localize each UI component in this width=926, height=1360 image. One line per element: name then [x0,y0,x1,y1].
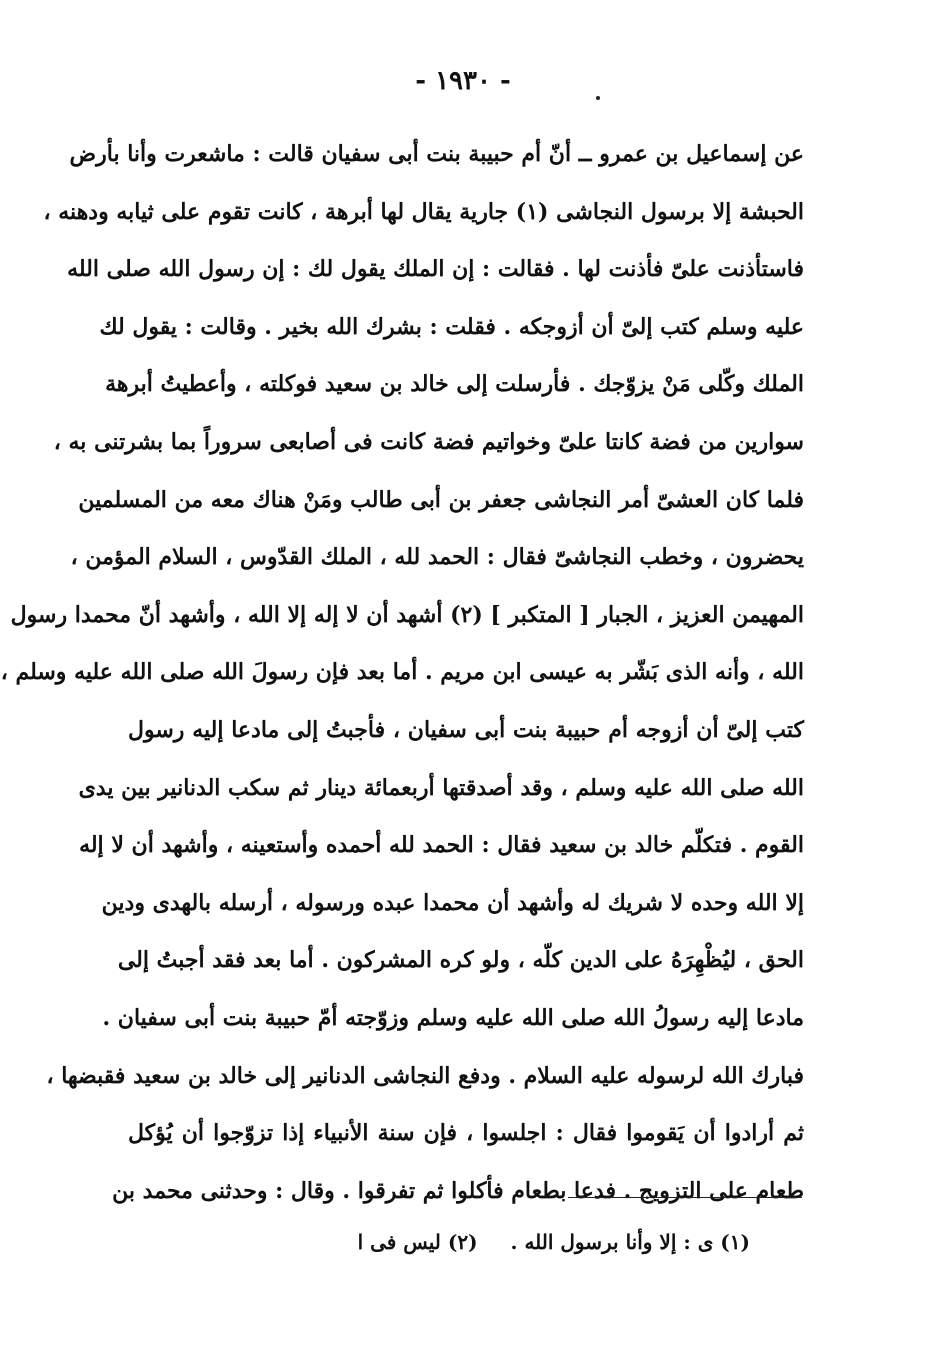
text-line: ثم أرادوا أن يَقوموا فقال : اجلسوا ، فإن سنة الأنبياء إذا تزوّجوا أن يُؤكل [128,1120,804,1147]
text-line: فاستأذنت علىّ فأذنت لها . فقالت : إن الملك يقول لك : إن رسول الله صلى الله [67,256,804,283]
text-line: فلما كان العشىّ أمر النجاشى جعفر بن أبى طالب ومَنْ هناك معه من المسلمين [78,486,804,513]
text-line: فبارك الله لرسوله عليه السلام . ودفع النجاشى الدنانير إلى خالد بن سعيد فقبضها ، [46,1062,804,1089]
text-line: طعام على التزويج . فدعا بطعام فأكلوا ثم تفرقوا . وقال : وحدثنى محمد بن [112,1177,804,1204]
text-line: عن إسماعيل بن عمرو ــ أنّ أم حبيبة بنت أبى سفيان قالت : ماشعرت وأنا بأرض [69,141,804,167]
ink-speck [596,96,600,100]
text-line: الملك وكّلى مَنْ يزوّجك . فأرسلت إلى خالد بن سعيد فوكلته ، وأعطيتُ أبرهة [105,371,804,398]
text-line: القوم . فتكلّم خالد بن سعيد فقال : الحمد لله أحمده وأستعينه ، وأشهد أن لا إله [79,832,804,859]
footnote-divider [568,1197,802,1198]
text-line: إلا الله وحده لا شريك له وأشهد أن محمدا عبده ورسوله ، أرسله بالهدى ودين [101,889,804,916]
footnotes [300,1220,750,1264]
text-line: سوارين من فضة كانتا علىّ وخواتيم فضة كانت فى أصابعى سروراً بما بشرتنى به ، [53,428,804,455]
text-line: مادعا إليه رسولُ الله صلى الله عليه وسلم وزوّجته أمّ حبيبة بنت أبى سفيان . [102,1004,804,1031]
text-line: يحضرون ، وخطب النجاشىّ فقال : الحمد لله ، الملك القدّوس ، السلام المؤمن ، [70,544,804,571]
footnote-2: (٢) ليس فى ا [357,1230,478,1254]
text-line: المهيمن العزيز ، الجبار [ المتكبر ] (٢) أشهد أن لا إله إلا الله ، وأشهد أنّ محمدا رسول [10,601,804,628]
body-text [0,126,804,1220]
footnote-1: (١) ى : إلا وأنا برسول الله . [510,1230,750,1254]
text-line: الحق ، ليُظْهِرَهُ على الدين كلّه ، ولو كره المشركون . أما بعد فقد أجبتُ إلى [117,947,804,974]
text-line: عليه وسلم كتب إلىّ أن أزوجكه . فقلت : بشرك الله بخير . وقالت : يقول لك [99,313,804,340]
text-line: الله صلى الله عليه وسلم ، وقد أصدقتها أربعمائة دينار ثم سكب الدنانير بين يدى [78,774,804,801]
page-number: - ١٩٣٠ - [415,66,511,96]
text-line: الحبشة إلا برسول النجاشى (١) جارية يقال لها أبرهة ، كانت تقوم على ثيابه ودهنه ، [43,198,804,225]
text-line: كتب إلىّ أن أزوجه أم حبيبة بنت أبى سفيان ، فأجبتُ إلى مادعا إليه رسول [128,716,804,743]
text-line: الله ، وأنه الذى بَشّر به عيسى ابن مريم . أما بعد فإن رسولَ الله صلى الله عليه وسلم ، [0,659,804,686]
